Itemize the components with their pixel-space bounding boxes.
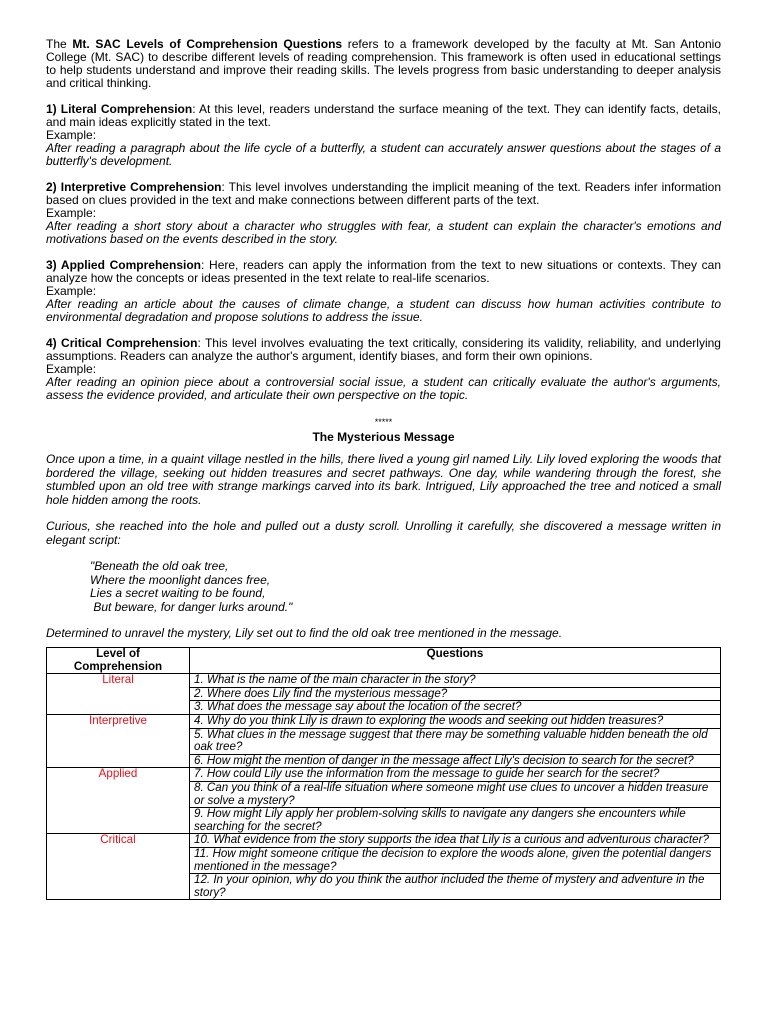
question-cell: 10. What evidence from the story supports the idea that Lily is a curious and adventurous character?	[190, 834, 721, 848]
level-2-desc	[46, 181, 721, 207]
question-cell: 11. How might someone critique the decision to explore the woods alone, given the potential dangers mentioned in the message?	[190, 847, 721, 873]
level-2-example-label: Example:	[46, 206, 97, 220]
level-cell-applied: Applied	[47, 768, 190, 834]
question-cell: 1. What is the name of the main character in the story?	[190, 674, 721, 688]
question-cell: 6. How might the mention of danger in the message affect Lily's decision to search for the secret?	[190, 754, 721, 768]
document-page	[46, 38, 721, 640]
level-cell-critical: Critical	[47, 834, 190, 900]
level-3-example-label: Example:	[46, 284, 97, 298]
level-1-example: After reading a paragraph about the life cycle of a butterfly, a student can accurately answer questions about the stages of a butterfly's development.	[46, 141, 721, 168]
level-4-title: 4) Critical Comprehension	[46, 336, 198, 350]
header-level: Level of Comprehension	[47, 648, 190, 674]
level-4-text: : This level involves evaluating the text critically, considering its validity, reliability, and underlying assumptions. Readers can analyze the author's argument, identify biases, and form their own opinions.	[46, 336, 721, 363]
header-questions: Questions	[190, 648, 721, 674]
level-4-example: After reading an opinion piece about a controversial social issue, a student can critically evaluate the author's arguments, assess the evidence provided, and articulate their own perspective on the topic.	[46, 375, 721, 402]
story-paragraph-1: Once upon a time, in a quaint village nestled in the hills, there lived a young girl named Lily. Lily loved exploring the woods that bordered the village, seeking out hidden treasures and secret pathways. One day, while wandering through the forest, she stumbled upon an old tree with strange markings carved into its bark. Intrigued, Lily approached the tree and noticed a small hole hidden among the roots.	[46, 452, 721, 507]
table-row	[47, 834, 721, 848]
intro-pre: The	[46, 37, 73, 51]
table-row	[47, 674, 721, 688]
intro-paragraph	[46, 38, 721, 90]
intro-term: Mt. SAC Levels of Comprehension Questions	[72, 37, 343, 51]
question-cell: 2. Where does Lily find the mysterious message?	[190, 687, 721, 701]
level-4-desc	[46, 337, 721, 363]
level-3-desc	[46, 259, 721, 285]
level-cell-interpretive: Interpretive	[47, 714, 190, 767]
level-3-title: 3) Applied Comprehension	[46, 258, 201, 272]
table-row	[47, 714, 721, 728]
question-cell: 9. How might Lily apply her problem-solving skills to navigate any dangers she encounters while searching for the secret?	[190, 808, 721, 834]
intro-post: refers to a framework developed by the faculty at Mt. San Antonio College (Mt. SAC) to describe different levels of reading comprehension. This framework is often used in educational settings to help students understand and improve their reading skills. The levels progress from basic understanding to deeper analysis and critical thinking.	[46, 37, 721, 90]
level-2-example: After reading a short story about a character who struggles with fear, a student can explain the character's emotions and motivations based on the events described in the story.	[46, 219, 721, 246]
question-cell: 7. How could Lily use the information from the message to guide her search for the secret?	[190, 768, 721, 782]
table-row	[47, 768, 721, 782]
question-cell: 12. In your opinion, why do you think the author included the theme of mystery and adventure in the story?	[190, 874, 721, 900]
poem-line: Where the moonlight dances free,	[90, 572, 271, 587]
questions-table	[46, 647, 721, 900]
level-1-example-label: Example:	[46, 128, 97, 142]
table-header-row	[47, 648, 721, 674]
question-cell: 5. What clues in the message suggest that there may be something valuable hidden beneath the old oak tree?	[190, 728, 721, 754]
question-cell: 3. What does the message say about the location of the secret?	[190, 701, 721, 715]
poem	[46, 560, 721, 614]
section-separator: *****	[374, 417, 393, 427]
level-3-text: : Here, readers can apply the information from the text to new situations or contexts. They can analyze how the concepts or ideas presented in the text relate to real-life scenarios.	[46, 258, 721, 285]
level-3-example: After reading an article about the causes of climate change, a student can discuss how human activities contribute to environmental degradation and propose solutions to address the issue.	[46, 297, 721, 324]
question-cell: 4. Why do you think Lily is drawn to exploring the woods and seeking out hidden treasures?	[190, 714, 721, 728]
story-paragraph-3: Determined to unravel the mystery, Lily set out to find the old oak tree mentioned in the message.	[46, 626, 563, 640]
poem-line: "Beneath the old oak tree,	[90, 559, 229, 573]
level-2-text: : This level involves understanding the implicit meaning of the text. Readers infer information based on clues provided in the text and make connections between different parts of the text.	[46, 180, 721, 207]
poem-line: But beware, for danger lurks around."	[90, 599, 293, 614]
question-cell: 8. Can you think of a real-life situation where someone might use clues to uncover a hidden treasure or solve a mystery?	[190, 781, 721, 807]
level-1-text: : At this level, readers understand the surface meaning of the text. They can identify facts, details, and main ideas explicitly stated in the text.	[46, 102, 721, 129]
level-1-desc	[46, 103, 721, 129]
story-paragraph-2: Curious, she reached into the hole and pulled out a dusty scroll. Unrolling it carefully, she discovered a message written in elegant script:	[46, 519, 721, 547]
level-1-title: 1) Literal Comprehension	[46, 102, 193, 116]
level-4-example-label: Example:	[46, 362, 97, 376]
level-cell-literal: Literal	[47, 674, 190, 715]
story-title: The Mysterious Message	[312, 430, 455, 444]
level-2-title: 2) Interpretive Comprehension	[46, 180, 222, 194]
poem-line: Lies a secret waiting to be found,	[90, 586, 266, 600]
